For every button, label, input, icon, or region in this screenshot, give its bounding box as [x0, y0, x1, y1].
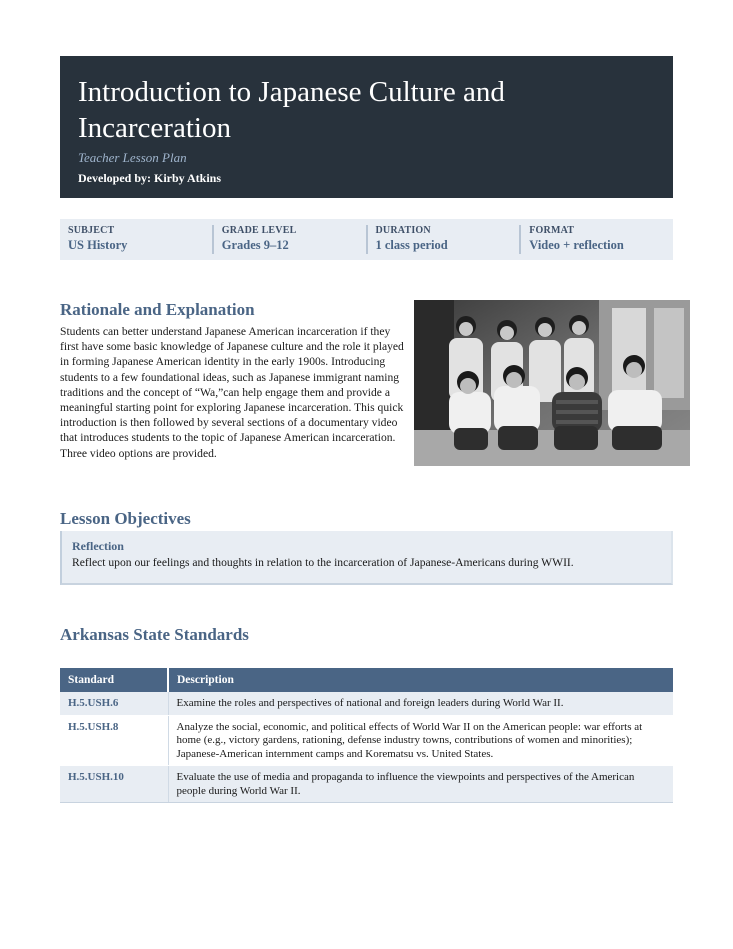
meta-format	[519, 225, 673, 254]
standards-table	[60, 668, 673, 803]
lesson-header	[60, 56, 673, 198]
historical-group-photo	[414, 300, 690, 466]
lesson-meta-bar	[60, 219, 673, 260]
page-title: Introduction to Japanese Culture and Incarceration	[78, 76, 505, 144]
meta-duration	[366, 225, 520, 254]
rationale-heading: Rationale and Explanation	[60, 300, 255, 319]
standard-code: H.5.USH.10	[60, 766, 168, 803]
rationale-body: Students can better understand Japanese American incarceration if they first have some basic knowledge of Japanese culture and the role it played in forming Japanese American identity in the early 1900s. Introducing students to a few foundational ideas, such as Japanese immigrant naming traditions and the concept of “Wa,”can help engage them and provide a meaningful starting point for exploring Japanese incarceration. This quick introduction is then followed by several sections of a documentary video that introduces students to the topic of Japanese American incarceration. Three video options are provided.	[60, 325, 404, 460]
meta-subject	[60, 225, 212, 254]
standard-code: H.5.USH.8	[60, 715, 168, 766]
objective-card	[60, 531, 673, 585]
standard-code: H.5.USH.6	[60, 692, 168, 715]
table-row	[60, 715, 673, 766]
objective-label: Reflection	[72, 539, 124, 553]
standard-description: Evaluate the use of media and propaganda to influence the viewpoints and perspectives of the American people during World War II.	[168, 766, 673, 803]
meta-grade-level	[212, 225, 366, 254]
meta-value: Video + reflection	[529, 238, 624, 252]
table-row	[60, 766, 673, 803]
meta-label: GRADE LEVEL	[221, 225, 297, 236]
meta-value: Grades 9–12	[221, 238, 289, 252]
table-header-row	[60, 668, 673, 692]
standard-description: Examine the roles and perspectives of national and foreign leaders during World War II.	[168, 692, 673, 715]
meta-value: 1 class period	[375, 238, 448, 252]
objective-text: Reflect upon our feelings and thoughts in relation to the incarceration of Japanese-Americans during WWII.	[72, 556, 574, 569]
meta-label: FORMAT	[529, 225, 575, 236]
column-header-standard: Standard	[60, 668, 168, 692]
standards-heading: Arkansas State Standards	[60, 625, 249, 644]
column-header-description: Description	[168, 668, 673, 692]
objectives-heading: Lesson Objectives	[60, 509, 191, 528]
meta-value: US History	[68, 238, 128, 252]
developer-credit: Developed by: Kirby Atkins	[78, 171, 222, 185]
table-row	[60, 692, 673, 715]
meta-label: SUBJECT	[68, 225, 115, 236]
meta-label: DURATION	[375, 225, 431, 236]
page-subtitle: Teacher Lesson Plan	[78, 150, 187, 165]
standard-description: Analyze the social, economic, and political effects of World War II on the American people: war efforts at home (e.g., victory gardens, rationing, defense industry towns, contributions of women and minorities); Japanese-American internment camps and Korematsu vs. United States.	[168, 715, 673, 766]
